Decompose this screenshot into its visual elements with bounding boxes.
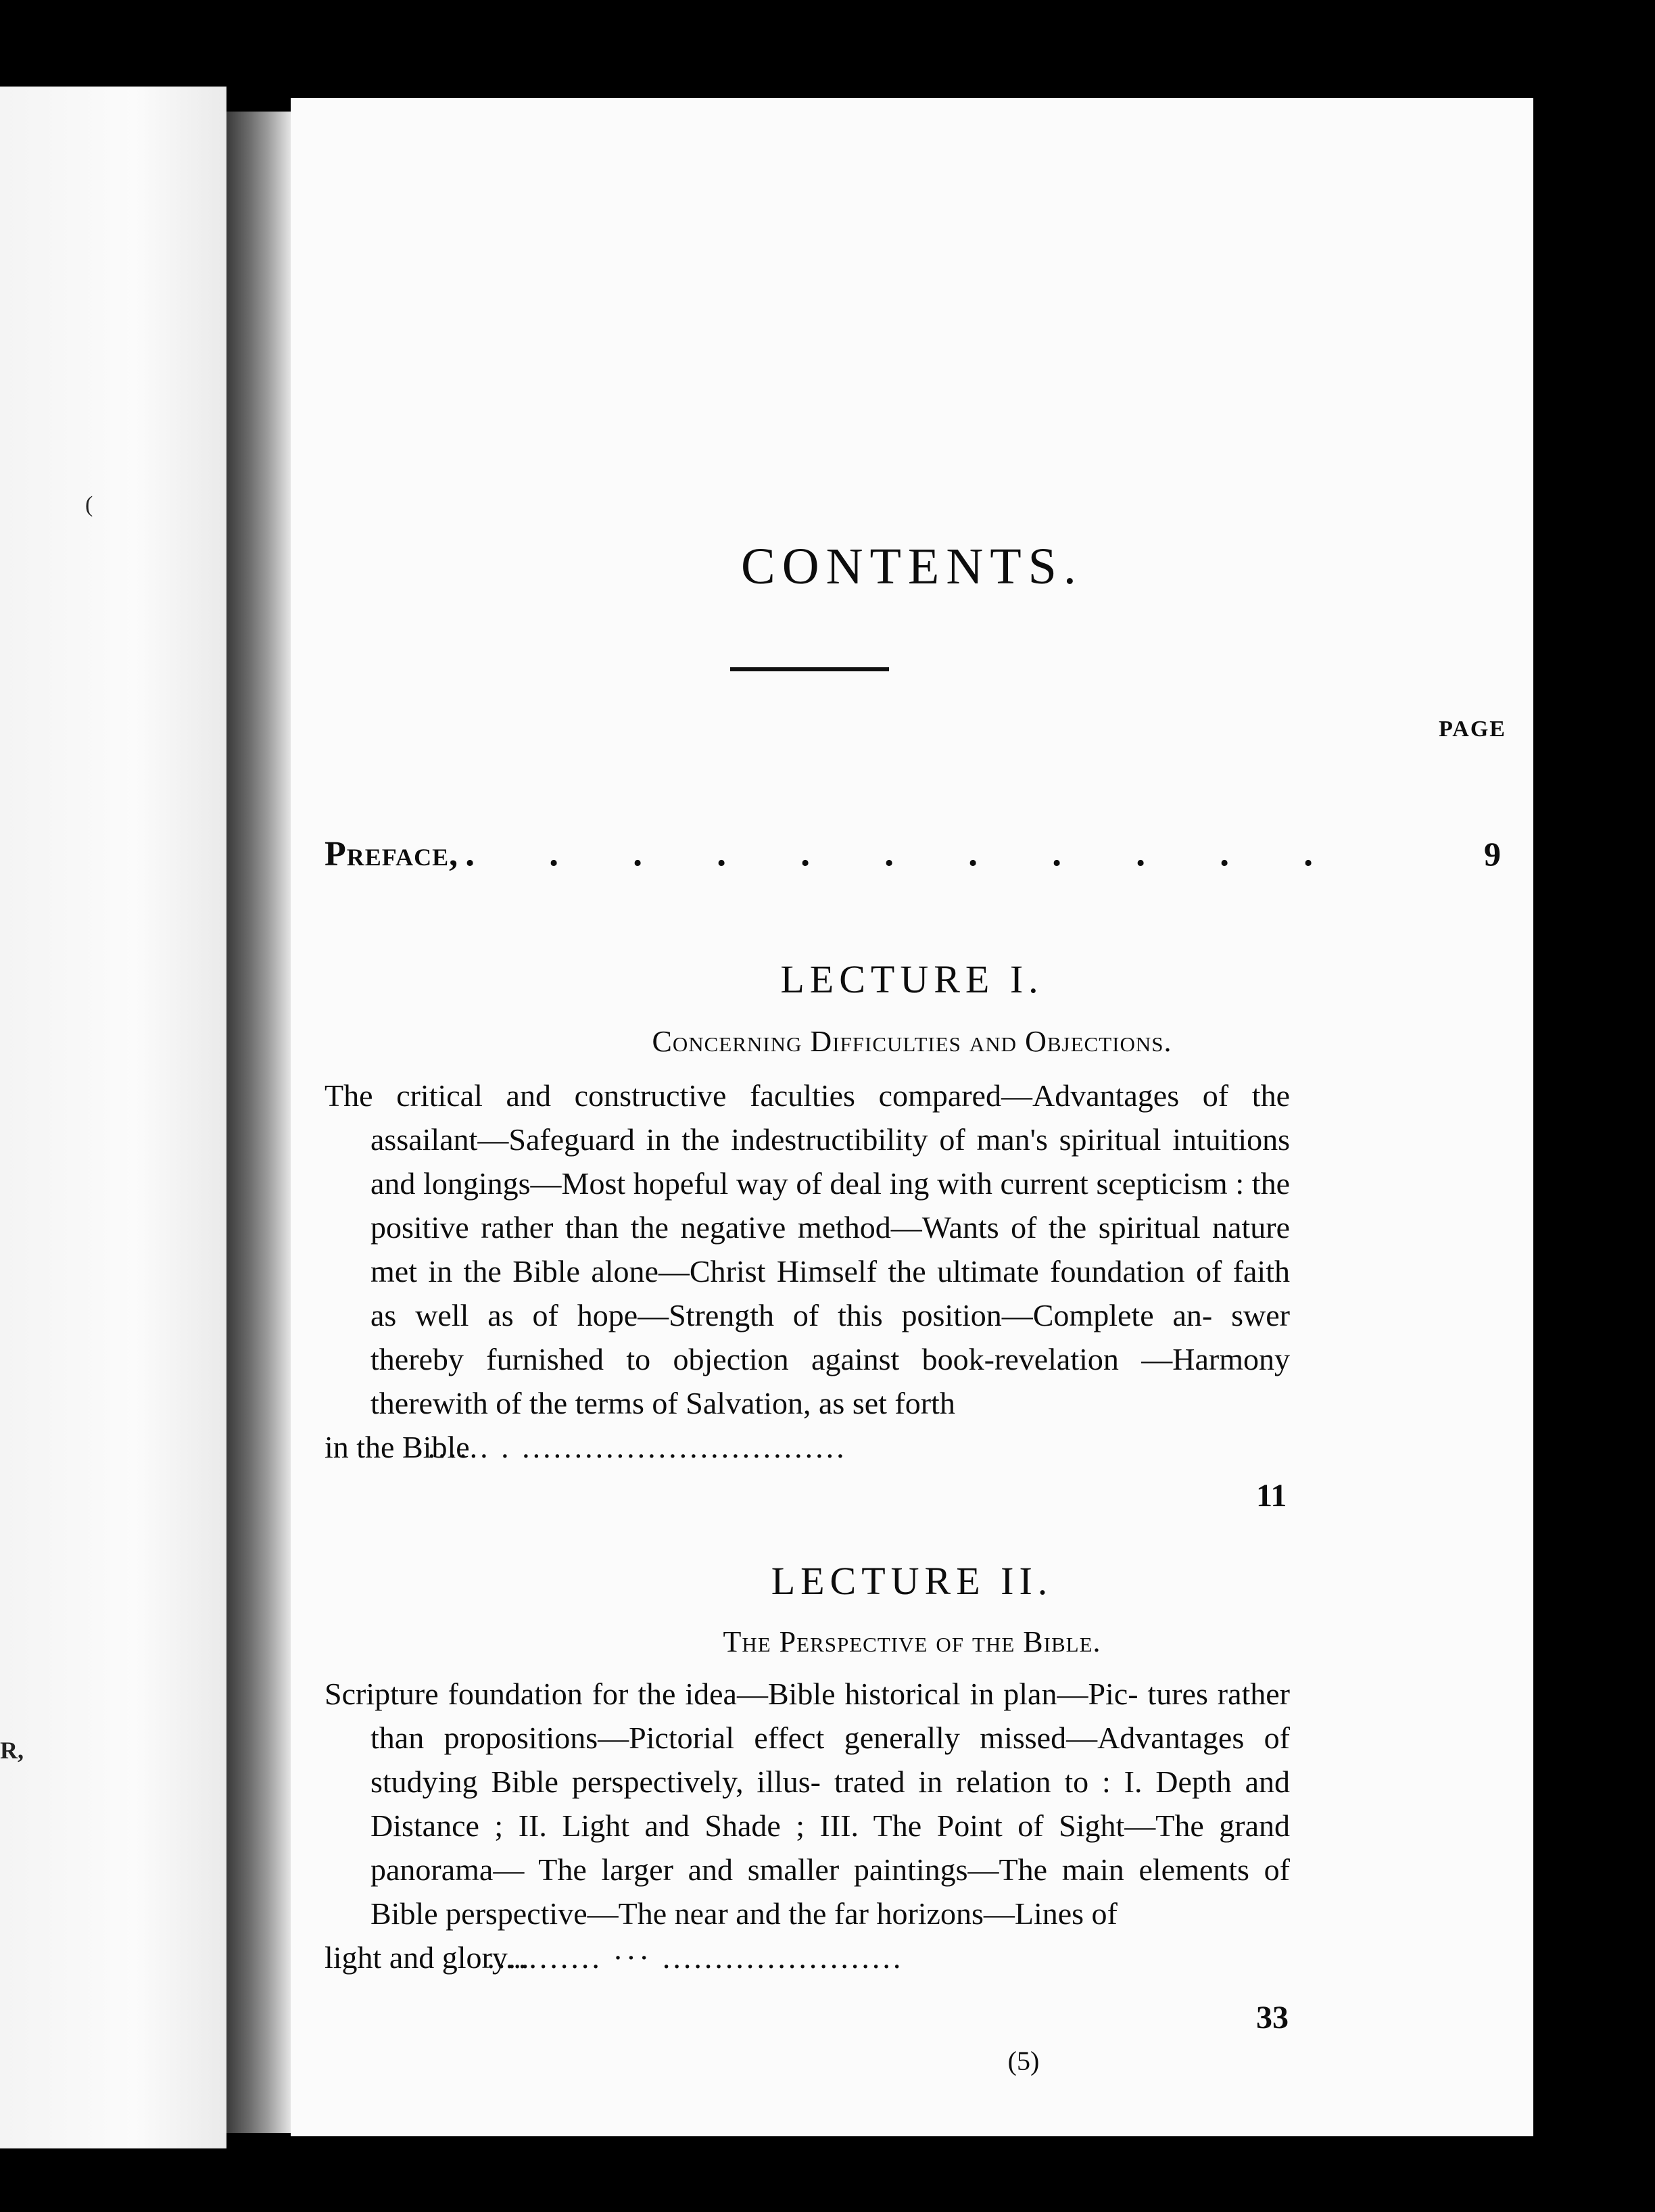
lecture-heading: LECTURE II. <box>771 1559 1053 1603</box>
toc-entry-label: Preface, <box>325 835 459 873</box>
summary-last-line-text: in the Bible <box>325 1430 470 1464</box>
lecture-subtitle: The Perspective of the Bible. <box>723 1625 1101 1658</box>
lecture-subtitle: Concerning Difficulties and Objections. <box>652 1025 1172 1058</box>
page-title: CONTENTS. <box>741 538 1083 595</box>
dot-leader: ...... . ............................... <box>427 1430 847 1464</box>
left-facing-page <box>0 87 226 2148</box>
lecture-summary-text: Scripture foundation for the idea—Bible historical in plan—Pic- tures rather than propositions—Pictorial effect generally missed—Advantages of studying Bible perspectively, illus- trated in relation to : I. Depth and Distance ; II. Light and Shade ; III. The Point of Sight—The grand panorama— The larger and smaller paintings—The main elements of Bible perspective—The near and the far horizons—Lines of <box>325 1677 1290 1931</box>
folio-number: (5) <box>1007 2046 1040 2076</box>
book-gutter-shadow <box>226 112 294 2133</box>
lecture-heading: LECTURE I. <box>780 957 1044 1001</box>
lecture-summary <box>325 1672 1290 1979</box>
page-folio <box>291 2045 1533 2077</box>
summary-last-line-text: light and glory... <box>325 1940 529 1975</box>
summary-last-line <box>325 1425 1290 1469</box>
contents-page <box>291 98 1533 2136</box>
dot-leader: . . . . . . . . . . . <box>465 832 1346 874</box>
title-rule <box>730 667 889 671</box>
toc-page-number: 9 <box>1484 835 1501 873</box>
page-column-label: PAGE <box>1439 717 1506 742</box>
summary-last-line <box>325 1936 1290 1979</box>
toc-entry-preface[interactable] <box>325 832 1501 875</box>
lecture-summary <box>325 1074 1290 1469</box>
lecture-summary-text: The critical and constructive faculties compared—Advantages of the assailant—Safeguard in the indestructibility of man's spiritual intuitions and longings—Most hopeful way of deal ing with current scepticism : the positive rather than the negative method—Wants of the spiritual nature met in the Bible alone—Christ Himself the ultimate foundation of faith as well as of hope—Strength of this position—Complete an- swer thereby furnished to objection against book-revelation —Harmony therewith of the terms of Salvation, as set forth <box>325 1078 1290 1420</box>
toc-page-number: 33 <box>1256 2000 1289 2036</box>
left-page-mark: R, <box>0 1737 24 1764</box>
dot-leader: ........... ··· ....................... <box>487 1940 904 1975</box>
left-page-mark: ( <box>85 492 93 517</box>
toc-page-number: 11 <box>1256 1478 1287 1514</box>
